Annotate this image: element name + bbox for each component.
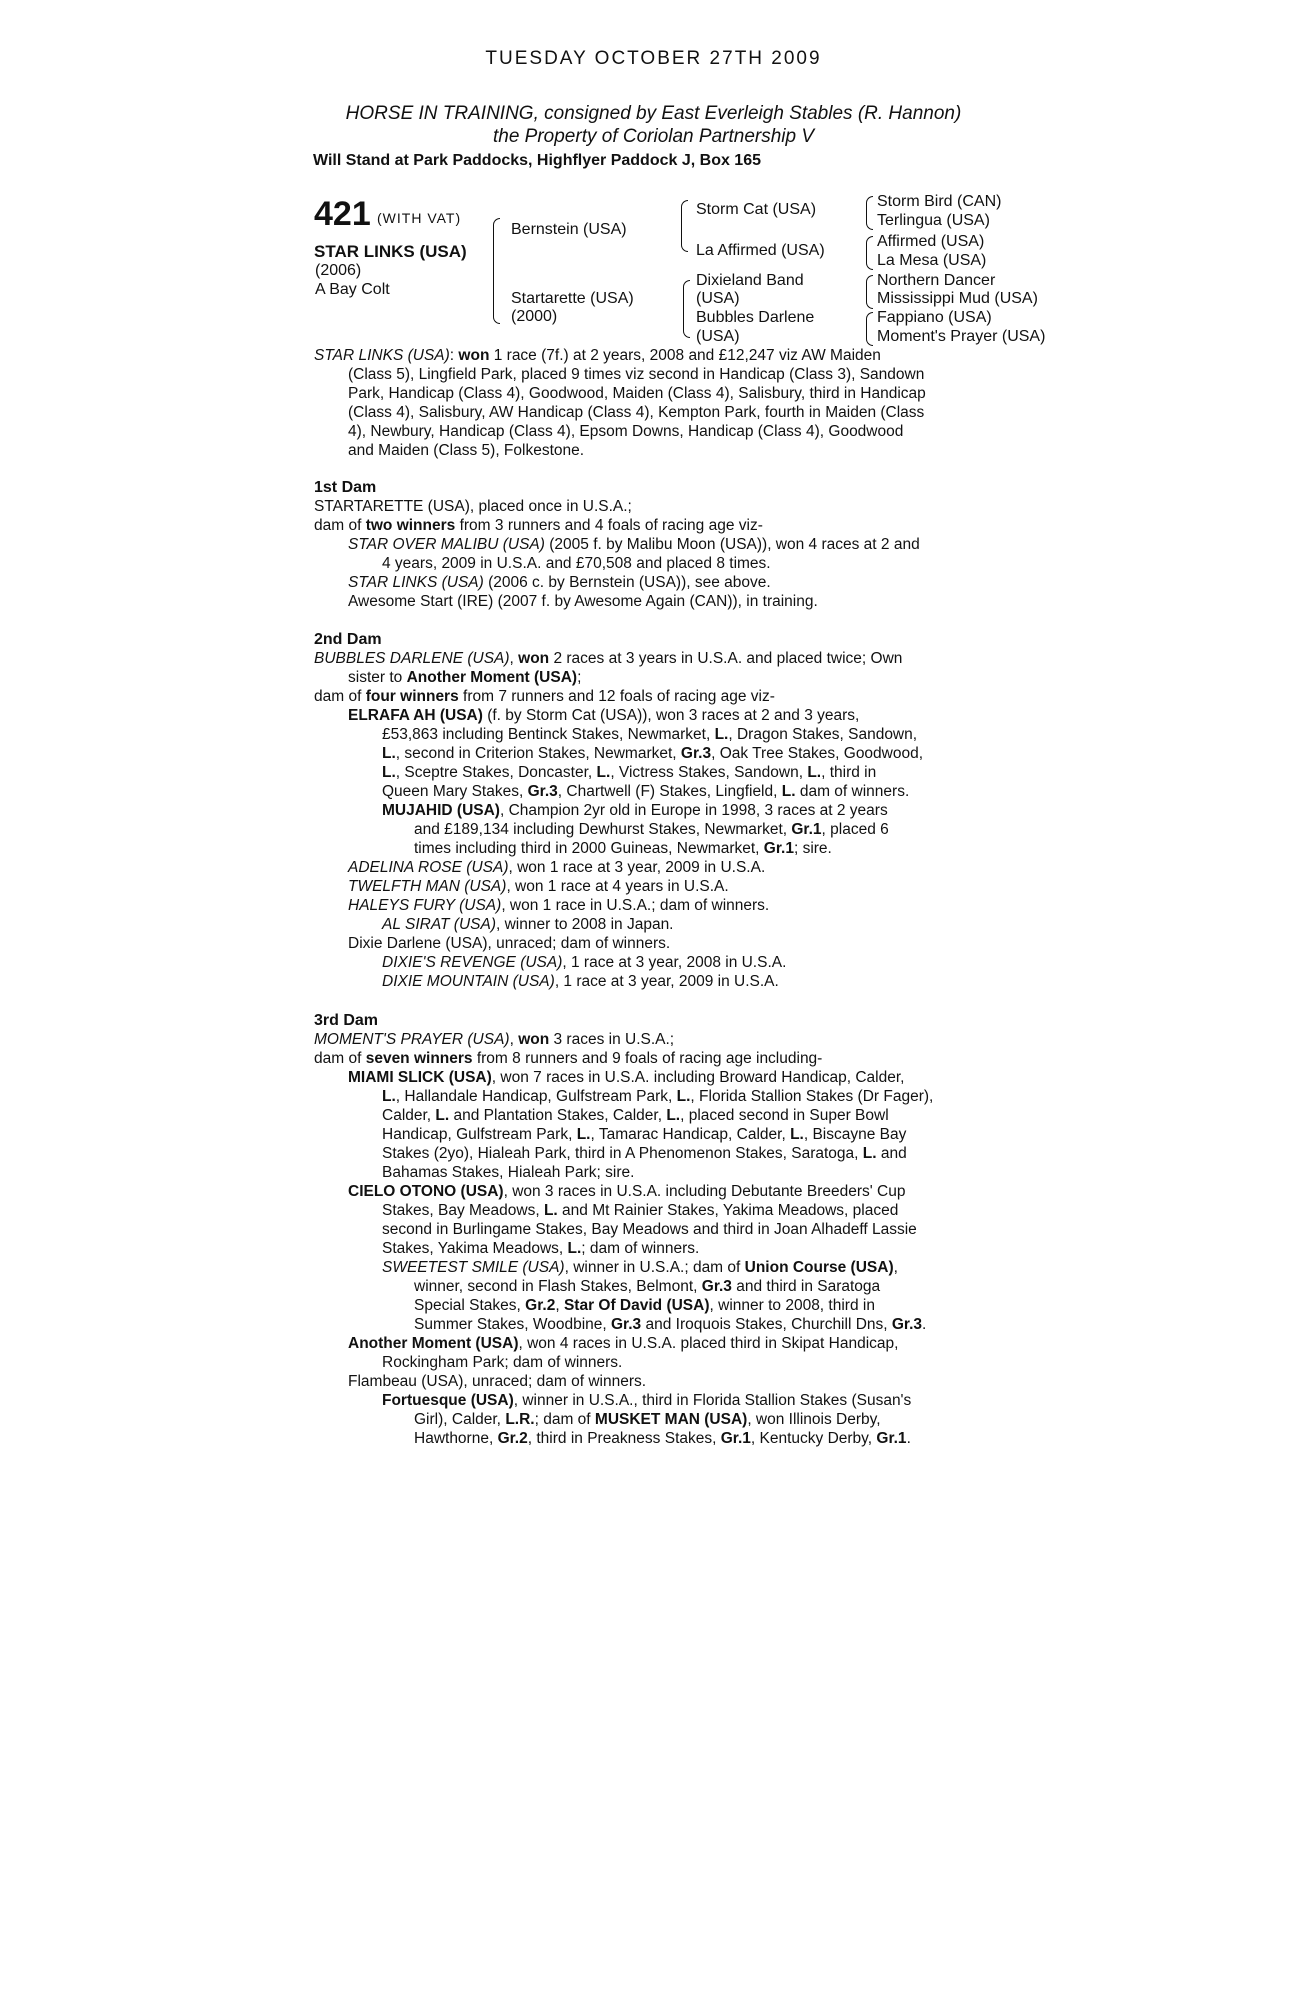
dam-line: Girl), Calder, L.R.; dam of MUSKET MAN (USA), won Illinois Derby, [414,1411,881,1428]
record-line: 4), Newbury, Handicap (Class 4), Epsom Downs, Handicap (Class 4), Goodwood [348,423,904,440]
pedigree-sire-sire: Storm Cat (USA) [696,201,817,218]
pedigree-dam-sire-line2: (USA) [696,290,740,307]
dam-line: Dixie Darlene (USA), unraced; dam of winners. [348,935,671,952]
dam-line: sister to Another Moment (USA); [348,669,582,686]
dam-line: Another Moment (USA), won 4 races in U.S.A. placed third in Skipat Handicap, [348,1335,899,1352]
section-heading: 1st Dam [314,479,377,496]
dam-line: times including third in 2000 Guineas, Newmarket, Gr.1; sire. [414,840,832,857]
record-line: Park, Handicap (Class 4), Goodwood, Maiden (Class 4), Salisbury, third in Handicap [348,385,926,402]
stabling-heading: Will Stand at Park Paddocks, Highflyer Paddock J, Box 165 [313,152,761,169]
dam-line: L., second in Criterion Stakes, Newmarket, Gr.3, Oak Tree Stakes, Goodwood, [382,745,924,762]
dam-line: Awesome Start (IRE) (2007 f. by Awesome Again (CAN)), in training. [348,593,818,610]
first-dam-section [314,478,994,611]
vat-note: (WITH VAT) [377,210,462,226]
dam-line: and £189,134 including Dewhurst Stakes, Newmarket, Gr.1, placed 6 [414,821,889,838]
dam-line: dam of seven winners from 8 runners and 9 foals of racing age including- [314,1050,823,1067]
dam-line: 4 years, 2009 in U.S.A. and £70,508 and placed 8 times. [382,555,771,572]
dam-line: CIELO OTONO (USA), won 3 races in U.S.A. including Debutante Breeders' Cup [348,1183,906,1200]
pedigree-dds: Fappiano (USA) [877,309,992,326]
pedigree-dam-dam-line2: (USA) [696,328,740,345]
horse-name: STAR LINKS (USA) [314,242,467,261]
owner-heading: the Property of Coriolan Partnership V [492,126,815,147]
dam-line: DIXIE MOUNTAIN (USA), 1 race at 3 year, 2009 in U.S.A. [382,973,779,990]
dam-line: TWELFTH MAN (USA), won 1 race at 4 years in U.S.A. [348,878,729,895]
consignor-heading: HORSE IN TRAINING, consigned by East Everleigh Stables (R. Hannon) [345,103,962,124]
dam-line: HALEYS FURY (USA), won 1 race in U.S.A.; dam of winners. [348,897,770,914]
pedigree-dam: Startarette (USA) [511,290,634,307]
dam-line: Fortuesque (USA), winner in U.S.A., third in Florida Stallion Stakes (Susan's [382,1392,912,1409]
pedigree-brace [866,312,873,346]
dam-line: Bahamas Stakes, Hialeah Park; sire. [382,1164,635,1181]
pedigree-sire: Bernstein (USA) [511,221,627,238]
pedigree-dam-sire: Dixieland Band [696,272,804,289]
dam-line: Stakes, Bay Meadows, L. and Mt Rainier Stakes, Yakima Meadows, placed [382,1202,899,1219]
dam-line: Hawthorne, Gr.2, third in Preakness Stakes, Gr.1, Kentucky Derby, Gr.1. [414,1430,911,1447]
pedigree-dam-dam: Bubbles Darlene [696,309,815,326]
dam-line: SWEETEST SMILE (USA), winner in U.S.A.; dam of Union Course (USA), [382,1259,898,1276]
dam-line: L., Sceptre Stakes, Doncaster, L., Victress Stakes, Sandown, L., third in [382,764,877,781]
pedigree-dam-year: (2000) [511,308,558,325]
dam-line: Queen Mary Stakes, Gr.3, Chartwell (F) Stakes, Lingfield, L. dam of winners. [382,783,910,800]
dam-line: ELRAFA AH (USA) (f. by Storm Cat (USA)), won 3 races at 2 and 3 years, [348,707,860,724]
pedigree-brace [866,236,873,270]
dam-line: dam of two winners from 3 runners and 4 foals of racing age viz- [314,517,763,534]
dam-line: MIAMI SLICK (USA), won 7 races in U.S.A. including Broward Handicap, Calder, [348,1069,905,1086]
pedigree-ssd: Terlingua (USA) [877,212,990,229]
pedigree-sss: Storm Bird (CAN) [877,193,1002,210]
dam-line: Handicap, Gulfstream Park, L., Tamarac Handicap, Calder, L., Biscayne Bay [382,1126,907,1143]
dam-line: Stakes, Yakima Meadows, L.; dam of winners. [382,1240,700,1257]
record-line: and Maiden (Class 5), Folkestone. [348,442,585,459]
dam-line: Flambeau (USA), unraced; dam of winners. [348,1373,647,1390]
record-line: STAR LINKS (USA): won 1 race (7f.) at 2 years, 2008 and £12,247 viz AW Maiden [314,347,881,364]
second-dam-section [314,630,994,991]
dam-line: STARTARETTE (USA), placed once in U.S.A.; [314,498,632,515]
pedigree-sdd: La Mesa (USA) [877,252,987,269]
dam-line: dam of four winners from 7 runners and 12 foals of racing age viz- [314,688,775,705]
third-dam-section [314,1011,994,1448]
sale-date: TUESDAY OCTOBER 27TH 2009 [485,48,822,69]
racing-record [314,346,994,460]
record-line: (Class 5), Lingfield Park, placed 9 times viz second in Handicap (Class 3), Sandown [348,366,925,383]
pedigree-dsd: Mississippi Mud (USA) [877,290,1038,307]
dam-line: BUBBLES DARLENE (USA), won 2 races at 3 years in U.S.A. and placed twice; Own [314,650,903,667]
pedigree-sds: Affirmed (USA) [877,233,985,250]
dam-line: Summer Stakes, Woodbine, Gr.3 and Iroquois Stakes, Churchill Dns, Gr.3. [414,1316,927,1333]
record-line: (Class 4), Salisbury, AW Handicap (Class 4), Kempton Park, fourth in Maiden (Class [348,404,925,421]
pedigree-brace [681,200,688,252]
dam-line: second in Burlingame Stakes, Bay Meadows and third in Joan Alhadeff Lassie [382,1221,917,1238]
dam-line: winner, second in Flash Stakes, Belmont, Gr.3 and third in Saratoga [414,1278,881,1295]
dam-line: ADELINA ROSE (USA), won 1 race at 3 year, 2009 in U.S.A. [348,859,766,876]
lot-number: 421 [314,195,371,233]
pedigree-brace [493,218,500,324]
dam-line: £53,863 including Bentinck Stakes, Newmarket, L., Dragon Stakes, Sandown, [382,726,918,743]
dam-line: Stakes (2yo), Hialeah Park, third in A Phenomenon Stakes, Saratoga, L. and [382,1145,907,1162]
horse-description: A Bay Colt [315,281,390,298]
dam-line: AL SIRAT (USA), winner to 2008 in Japan. [382,916,674,933]
pedigree-sire-dam: La Affirmed (USA) [696,242,825,259]
pedigree-brace [683,280,690,338]
section-heading: 3rd Dam [314,1012,379,1029]
horse-year: (2006) [315,262,362,279]
dam-line: Special Stakes, Gr.2, Star Of David (USA), winner to 2008, third in [414,1297,875,1314]
pedigree-brace [866,275,873,309]
pedigree-brace [866,196,873,230]
dam-line: STAR OVER MALIBU (USA) (2005 f. by Malibu Moon (USA)), won 4 races at 2 and [348,536,920,553]
pedigree-ddd: Moment's Prayer (USA) [877,328,1046,345]
pedigree-dss: Northern Dancer [877,272,996,289]
dam-line: Rockingham Park; dam of winners. [382,1354,623,1371]
dam-line: DIXIE'S REVENGE (USA), 1 race at 3 year, 2008 in U.S.A. [382,954,787,971]
dam-line: L., Hallandale Handicap, Gulfstream Park, L., Florida Stallion Stakes (Dr Fager), [382,1088,934,1105]
dam-line: MOMENT'S PRAYER (USA), won 3 races in U.S.A.; [314,1031,675,1048]
dam-line: STAR LINKS (USA) (2006 c. by Bernstein (USA)), see above. [348,574,771,591]
section-heading: 2nd Dam [314,631,382,648]
dam-line: MUJAHID (USA), Champion 2yr old in Europe in 1998, 3 races at 2 years [382,802,888,819]
dam-line: Calder, L. and Plantation Stakes, Calder, L., placed second in Super Bowl [382,1107,889,1124]
